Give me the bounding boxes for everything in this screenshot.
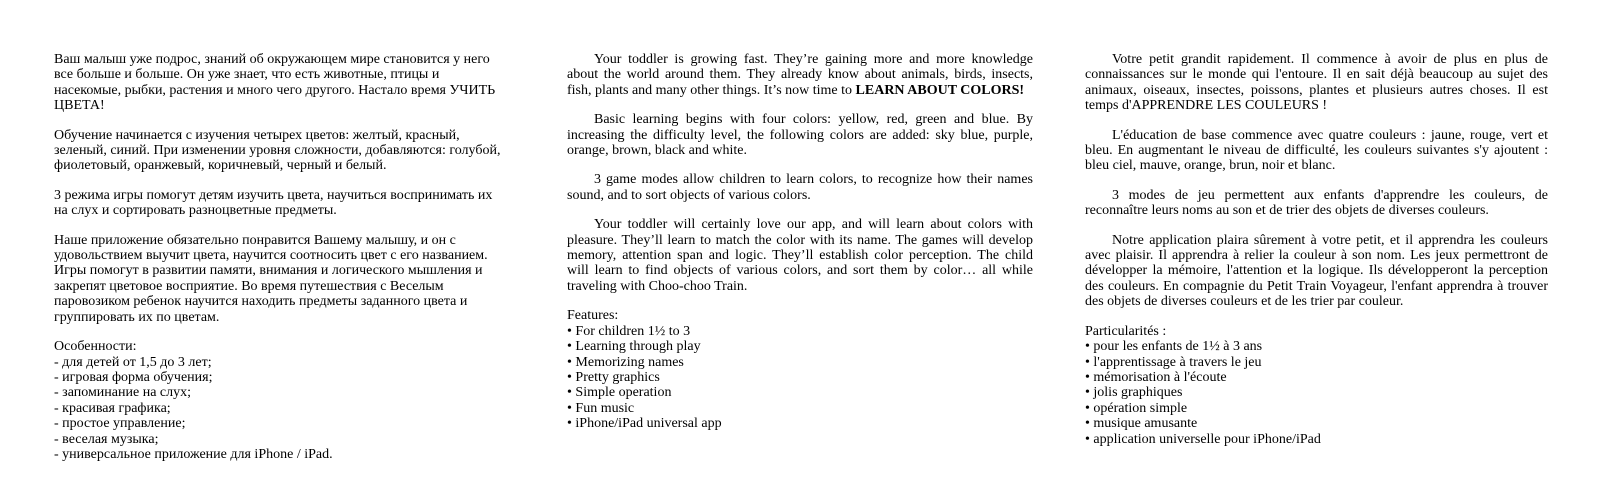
ru-modes-paragraph: 3 режима игры помогут детям изучить цвета, научиться воспринимать их на слух и сортировать разноцветные предметы. [54,187,493,219]
en-intro-emphasis: LEARN ABOUT COLORS! [855,82,1025,98]
list-item: • Memorizing names [567,354,684,370]
list-item: • Learning through play [567,339,701,355]
ru-app-paragraph: Наше приложение обязательно понравится Вашему малышу, и он с удовольствием выучит цвета, научится соотносить цвет с его названием. Игры помогут в развитии памяти, внимания и логического мышления и закрепят цветовое восприятие. Во время путешествия с Веселым паровозиком ребенок научится находить предметы заданного цвета и группировать их по цветам. [54,232,488,325]
fr-modes-paragraph: 3 modes de jeu permettent aux enfants d'apprendre les couleurs, de reconnaître leurs noms au son et de trier des objets de diverses couleurs. [1085,187,1548,219]
fr-app-paragraph: Notre application plaira sûrement à votre petit, et il apprendra les couleurs avec plaisir. Il apprendra à relier la couleur à son nom. Les jeux permettront de développer la mémoire, l'attention et la logique. Ils développeront la perception des couleurs. En compagnie du Petit Train Voyageur, l'enfant apprendra à trouver des objets de diverses couleurs et de les trier par couleur. [1085,232,1548,310]
fr-basics-paragraph: L'éducation de base commence avec quatre couleurs : jaune, rouge, vert et bleu. En augmentant le niveau de difficulté, les couleurs suivantes s'y ajoutent : bleu ciel, mauve, orange, brun, noir et blanc. [1085,127,1548,174]
list-item: - запоминание на слух; [54,385,191,401]
list-item: • iPhone/iPad universal app [567,416,722,432]
list-item: - простое управление; [54,416,186,432]
fr-features-heading: Particularités : [1085,323,1167,339]
list-item: • l'apprentissage à travers le jeu [1085,354,1262,370]
ru-intro-paragraph: Ваш малыш уже подрос, знаний об окружающем мире становится у него все больше и больше. Он уже знает, что есть животные, птицы и насекомые, рыбки, растения и много чего другого. Настало время УЧИТЬ ЦВЕТА! [54,52,496,114]
list-item: • pour les enfants de 1½ à 3 ans [1085,339,1263,355]
list-item: • jolis graphiques [1085,385,1183,401]
en-features-list [567,324,1033,432]
list-item: - универсальное приложение для iPhone / iPad. [54,446,333,462]
list-item: - игровая форма обучения; [54,369,213,385]
ru-basics-paragraph: Обучение начинается с изучения четырех цветов: желтый, красный, зеленый, синий. При изменении уровня сложности, добавляются: голубой, фиолетовый, оранжевый, коричневый, черный и белый. [54,127,501,174]
en-basics-paragraph: Basic learning begins with four colors: yellow, red, green and blue. By increasing the difficulty level, the following colors are added: sky blue, purple, orange, brown, black and white. [567,112,1033,159]
russian-column [54,52,504,462]
fr-features-list [1085,339,1548,447]
list-item: • For children 1½ to 3 [567,323,691,339]
english-column [567,52,1033,432]
en-modes-paragraph: 3 game modes allow children to learn colors, to recognize how their names sound, and to sort objects of various colors. [567,172,1033,203]
en-intro-paragraph [567,52,1033,98]
fr-intro-paragraph: Votre petit grandit rapidement. Il commence à avoir de plus en plus de connaissances sur le monde qui l'entoure. Il en sait déjà beaucoup au sujet des animaux, oiseaux, insectes, poissons, plantes et plusieurs autres choses. Il est temps d'APPRENDRE LES COULEURS ! [1085,52,1548,114]
en-intro-text: Your toddler is growing fast. They’re gaining more and more knowledge about the world around them. They already know about animals, birds, insects, fish, plants and many other things. It’s now time to [567,52,1033,98]
list-item: • application universelle pour iPhone/iPad [1085,431,1321,447]
en-app-paragraph: Your toddler will certainly love our app, and will learn about colors with pleasure. They’ll learn to match the color with its name. The games will develop memory, attention span and logic. They’ll establish color perception. The child will learn to find objects of various colors, and sort them by color… all while traveling with Choo-choo Train. [567,217,1033,294]
list-item: • Fun music [567,400,635,416]
list-item: • Pretty graphics [567,369,660,385]
list-item: • musique amusante [1085,416,1198,432]
en-features-heading: Features: [567,308,619,324]
ru-features-list [54,355,504,463]
list-item: • mémorisation à l'écoute [1085,369,1227,385]
list-item: • opération simple [1085,400,1188,416]
list-item: - для детей от 1,5 до 3 лет; [54,354,212,370]
french-column [1085,52,1548,447]
list-item: • Simple operation [567,385,672,401]
list-item: - красивая графика; [54,400,171,416]
list-item: - веселая музыка; [54,431,159,447]
ru-features-heading: Особенности: [54,339,137,355]
